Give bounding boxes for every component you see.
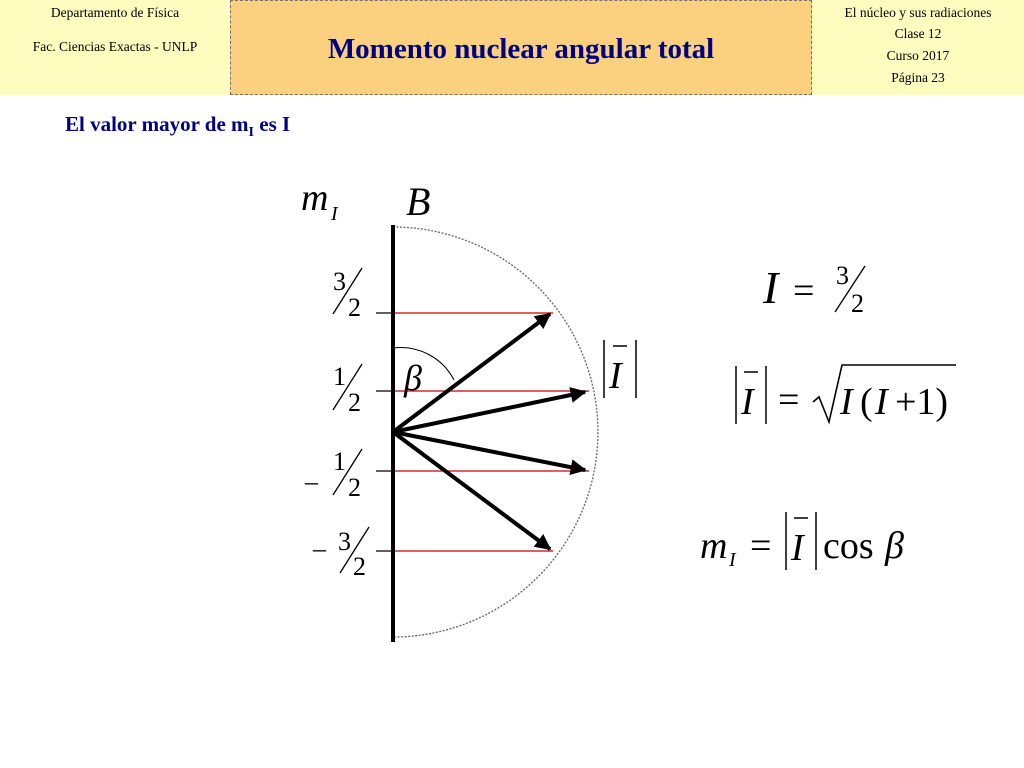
subtitle-subscript: I: [248, 125, 254, 141]
eq1-den: 2: [851, 289, 864, 318]
level-minus-3-2: [312, 527, 369, 581]
page-title: Momento nuclear angular total: [327, 33, 715, 65]
equation-projection: [700, 512, 904, 571]
eq3-beta: β: [885, 525, 904, 567]
eq2-equals: =: [778, 379, 800, 421]
spin-vectors: [393, 314, 585, 549]
course-name: El núcleo y sus radiaciones: [844, 5, 992, 20]
level-3-2-den: 2: [348, 293, 361, 322]
subtitle-suffix: es I: [254, 112, 291, 136]
eq2-i1: I: [840, 381, 853, 423]
eq2-paren: (: [860, 381, 873, 423]
eq3-equals: =: [750, 525, 772, 567]
level-3-2: [333, 267, 362, 322]
class-number: Clase 12: [894, 26, 942, 41]
course-year: Curso 2017: [886, 48, 950, 63]
level-minus-3-2-num: 3: [338, 527, 351, 556]
vector-i-symbol: I: [609, 355, 622, 397]
page-number: Página 23: [891, 70, 945, 85]
axis-ticks: [376, 313, 393, 551]
eq3-m: m: [700, 525, 728, 567]
eq1-lhs: I: [763, 262, 779, 313]
level-minus-1-2: [304, 447, 362, 502]
eq3-vector-i: I: [791, 527, 804, 569]
projection-lines: [393, 313, 589, 551]
level-minus-1-2-den: 2: [348, 473, 361, 502]
beta-label: β: [404, 358, 422, 398]
eq3-cos: cos: [823, 525, 874, 567]
level-3-2-num: 3: [333, 267, 346, 296]
level-1-2: [333, 362, 362, 417]
level-minus-1-2-sign: –: [305, 467, 318, 496]
level-1-2-num: 1: [333, 362, 346, 391]
precession-semicircle: [393, 227, 598, 637]
eq1-num: 3: [836, 261, 849, 290]
equation-spin-value: [762, 261, 865, 318]
level-labels: [304, 267, 369, 581]
field-b-label: B: [406, 179, 431, 224]
faculty-label: Fac. Ciencias Exactas - UNLP: [32, 39, 198, 54]
vector-magnitude-label: [604, 340, 636, 398]
eq3-sub: I: [729, 549, 736, 571]
eq2-i2: I: [875, 381, 888, 423]
level-minus-1-2-num: 1: [333, 447, 346, 476]
equation-magnitude: [736, 365, 956, 424]
beta-angle-arc: [393, 348, 454, 380]
department-label: Departamento de Física: [50, 5, 180, 20]
eq2-vector-i: I: [741, 381, 754, 423]
level-minus-3-2-sign: –: [313, 534, 326, 563]
level-minus-3-2-den: 2: [353, 552, 366, 581]
eq2-plus-one: +1): [895, 381, 949, 423]
mi-axis-label-sub: I: [331, 203, 338, 225]
eq1-equals: =: [793, 270, 815, 312]
subtitle-text: El valor mayor de m: [65, 112, 249, 136]
level-1-2-den: 2: [348, 388, 361, 417]
mi-axis-label: m: [301, 177, 329, 219]
